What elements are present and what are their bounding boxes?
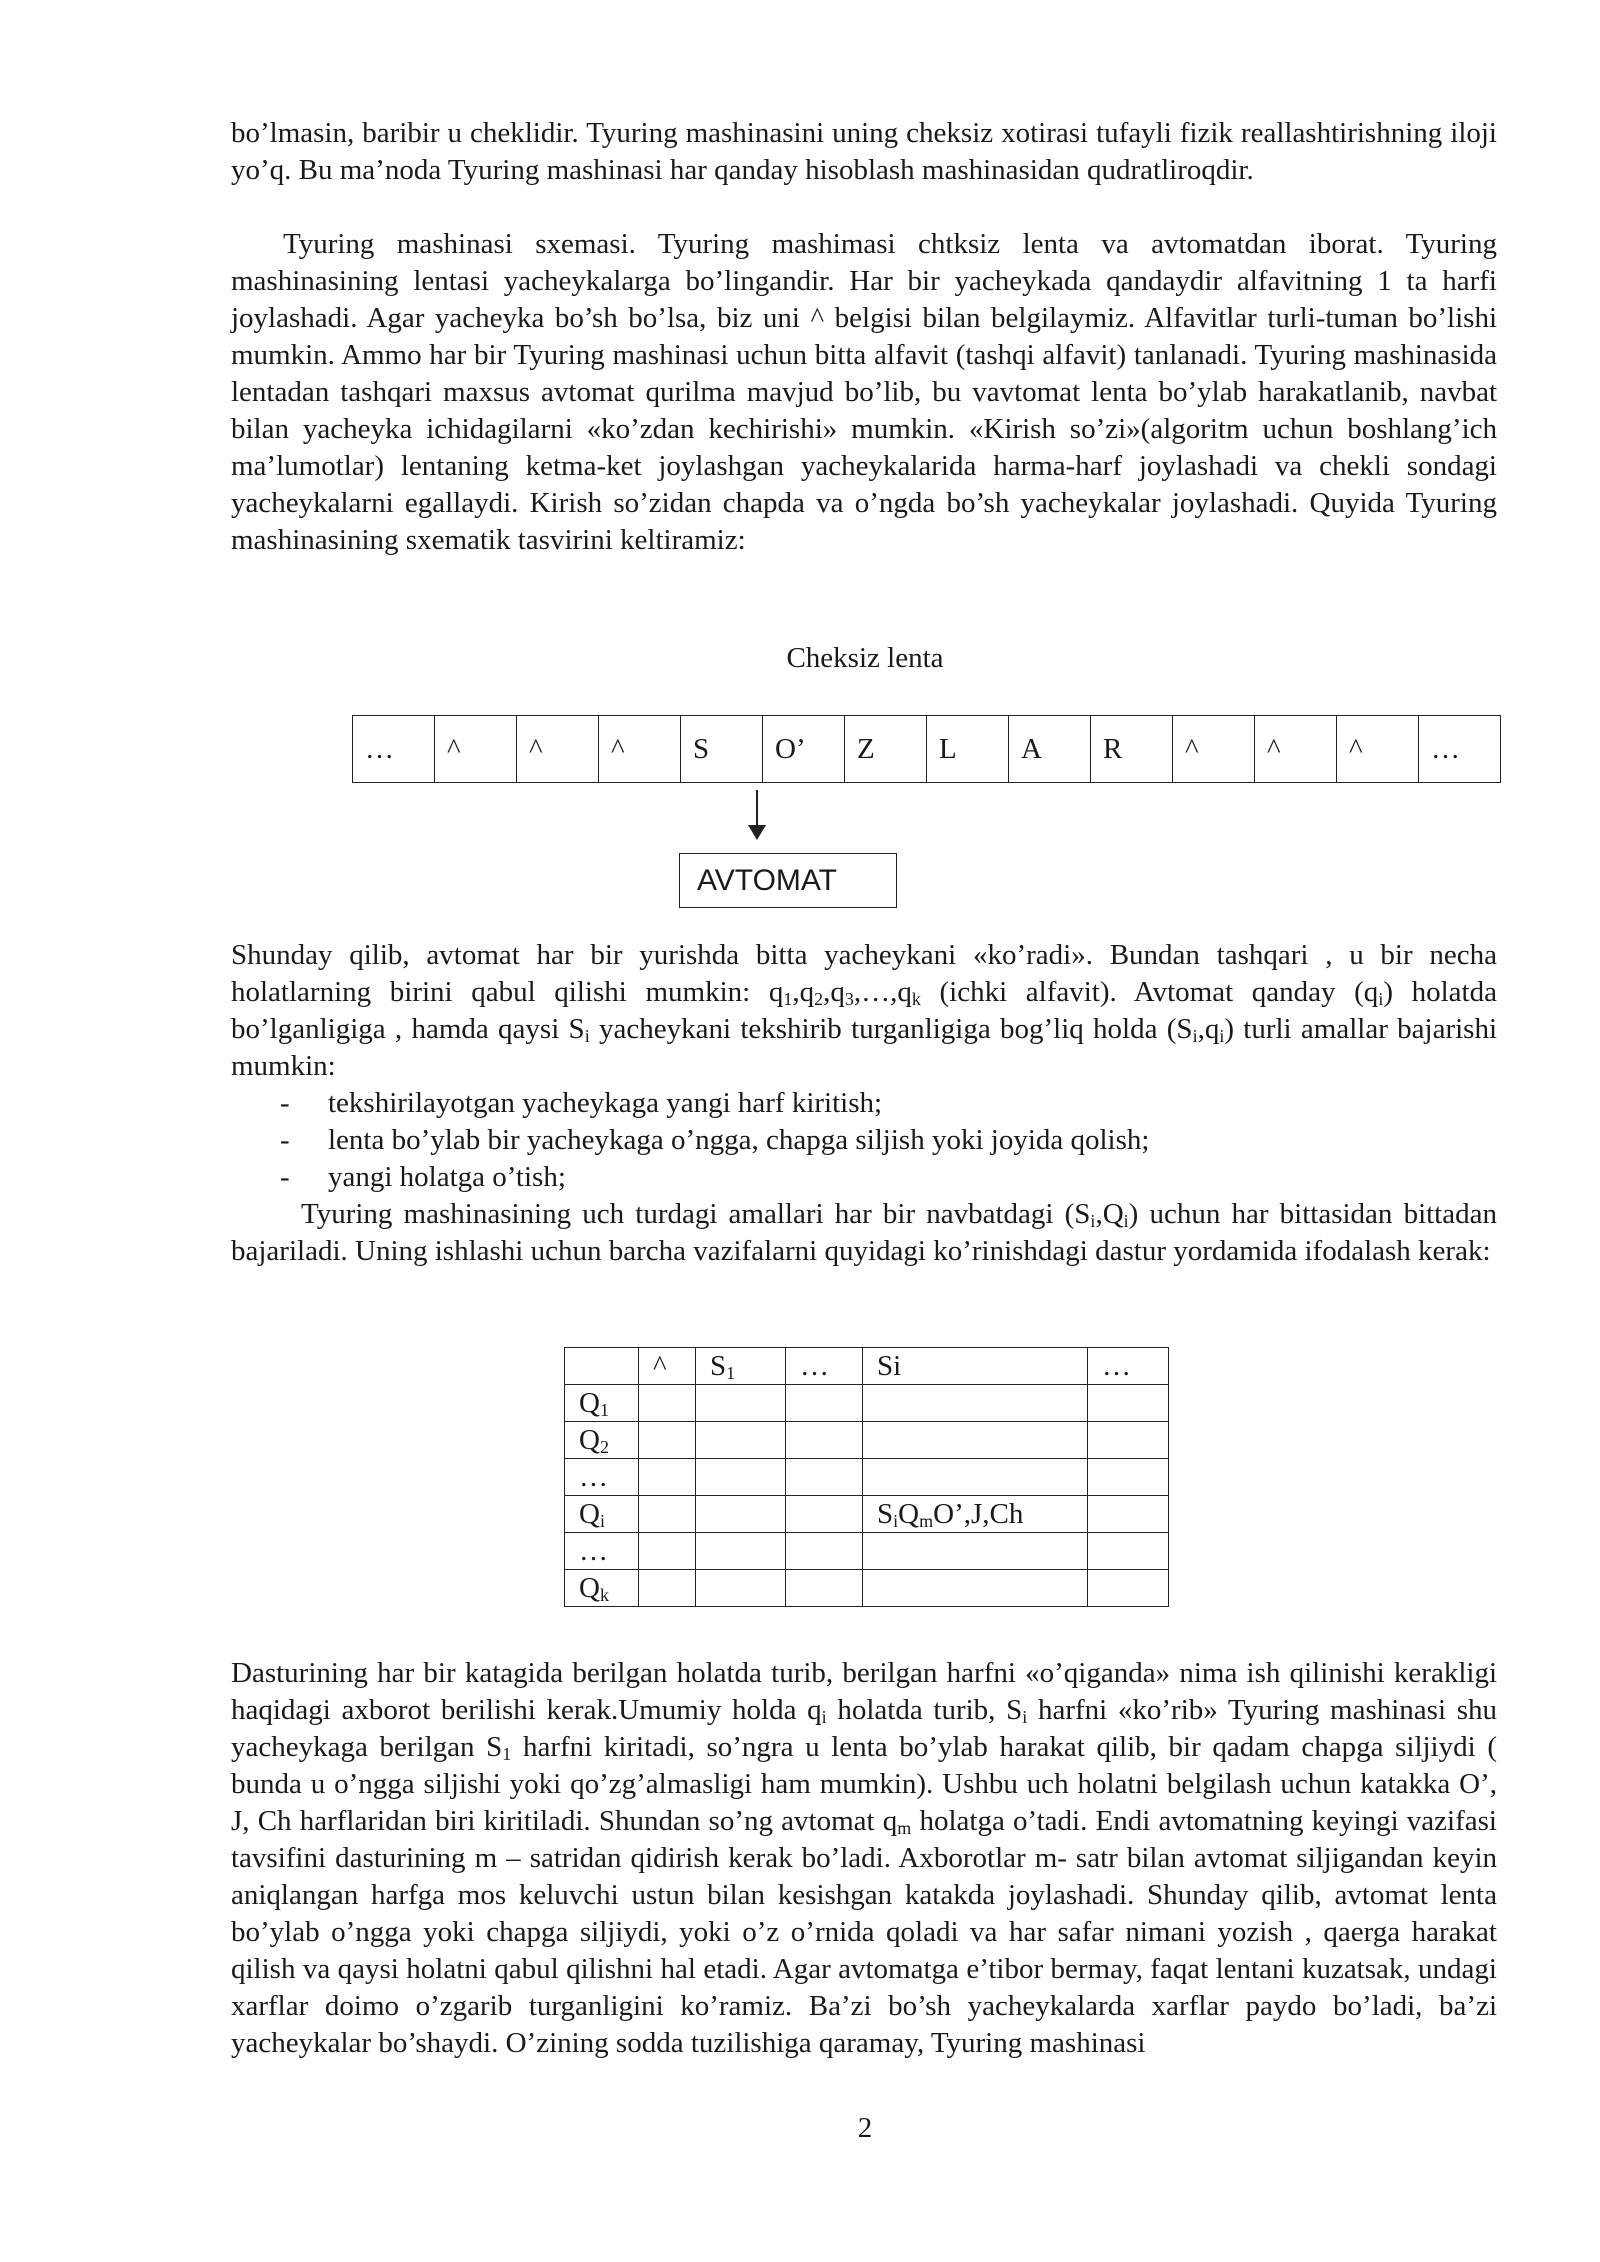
list-item: - lenta bo’ylab bir yacheykaga o’ngga, chapga siljish yoki joyida qolish; — [280, 1124, 1150, 1156]
paragraph-scheme: Tyuring mashinasi sxemasi. Tyuring mashimasi chtksiz lenta va avtomatdan iborat. Tyuring mashinasining lentasi yacheykalarga bo’lingandir. Har bir yacheykada qandaydir alfavitning 1 ta harfi joylashadi. Agar yacheyka bo’sh bo’lsa, biz uni ^ belgisi bilan belgilaymiz. Alfavitlar turli-tuman bo’lishi mumkin. Ammo har bir Tyuring mashinasi uchun bitta alfavit (tashqi alfavit) tanlanadi. Tyuring mashinasida lentadan tashqari maxsus avtomat qurilma mavjud bo’lib, bu vavtomat lenta bo’ylab harakatlanib, navbat bilan yacheyka ichidagilarni «ko’zdan kechirishi» mumkin. «Kirish so’zi»(algoritm uchun boshlang’ich ma’lumotlar) lentaning ketma-ket joylashgan yacheykalarida harma-harf joylashadi va chekli sondagi yacheykalarni egallaydi. Kirish so’zidan chapda va o’ngda bo’sh yacheykalar joylashadi. Quyida Tyuring mashinasining sxematik tasvirini keltiramiz: — [231, 228, 1497, 556]
tape-caption: Cheksiz lenta — [786, 642, 944, 674]
tape-cell: O’ — [763, 716, 845, 783]
tape-cell: … — [1419, 716, 1501, 783]
list-item: - tekshirilayotgan yacheykaga yangi harf kiritish; — [280, 1087, 883, 1119]
table-cell-qi-si: $S_iQ_mO’,J,Ch$ — [863, 1496, 1088, 1533]
tape-cell: R — [1091, 716, 1173, 783]
table-row: $Q_2$ — [565, 1422, 1169, 1459]
tape-cell: ^ — [435, 716, 517, 783]
tape-cell: … — [353, 716, 435, 783]
table-row: ^ $S_1$ … Si … — [565, 1348, 1169, 1385]
paragraph-program: Dasturining har bir katagida berilgan holatda turib, berilgan harfni «o’qiganda» nima ish qilinishi kerakligi haqidagi axborot berilishi kerak.Umumiy holda $q_i$ holatda turib, $S_i$ harfni «ko’rib» Tyuring mashinasi shu yacheykaga berilgan $S_1$ harfni kiritadi, so’ngra u lenta bo’ylab harakat qilib, bir qadam chapga siljiydi ( bunda u o’ngga siljishi yoki qo’zg’almasligi ham mumkin). Ushbu uch holatni belgilash uchun katakka O’, J, Ch harflaridan biri kiritiladi. Shundan so’ng avtomat $q_m$ holatga o’tadi. Endi avtomatning keyingi vazifasi tavsifini dasturining m – satridan qidirish kerak bo’ladi. Axborotlar m- satr bilan avtomat siljigandan keyin aniqlangan harfga mos keluvchi ustun bilan kesishgan katakda joylashadi. Shunday qilib, avtomat lenta bo’ylab o’ngga yoki chapga siljiydi, yoki o’z o’rnida qoladi va har safar nimani yozish , qaerga harakat qilish va qaysi holatni qabul qilishni hal etadi. Agar avtomatga e’tibor bermay, faqat lentani kuzatsak, undagi xarflar doimo o’zgarib turganligini ko’ramiz. Ba’zi bo’sh yacheykalarda xarflar paydo bo’ladi, ba’zi yacheykalar bo’shaydi. O’zining sodda tuzilishiga qaramay, Tyuring mashinasi — [231, 1657, 1497, 2059]
automat-box: AVTOMAT — [679, 853, 897, 908]
tape-cell: ^ — [599, 716, 681, 783]
arrow-head-icon — [748, 825, 766, 840]
tape-cell: A — [1009, 716, 1091, 783]
arrow-down-icon — [756, 790, 758, 826]
tape-cell: ^ — [517, 716, 599, 783]
paragraph-operations: Tyuring mashinasining uch turdagi amallari har bir navbatdagi $(S_i,Q_i)$ uchun har bittasidan bittadan bajariladi. Uning ishlashi uchun barcha vazifalarni quyidagi ko’rinishdagi dastur yordamida ifodalash kerak: — [231, 1198, 1497, 1267]
table-row: … — [565, 1459, 1169, 1496]
table-row: $Q_k$ — [565, 1570, 1169, 1607]
page-number: 2 — [857, 2112, 873, 2144]
table-row: $Q_1$ — [565, 1385, 1169, 1422]
tape-cell: L — [927, 716, 1009, 783]
tape-cell: ^ — [1337, 716, 1419, 783]
paragraph-intro: bo’lmasin, baribir u cheklidir. Tyuring mashinasini uning cheksiz xotirasi tufayli fizik reallashtirishning iloji yo’q. Bu ma’noda Tyuring mashinasi har qanday hisoblash mashinasidan qudratliroqdir. — [231, 117, 1497, 186]
program-table — [564, 1347, 1169, 1607]
tape-cell: ^ — [1173, 716, 1255, 783]
table-row: … — [565, 1533, 1169, 1570]
tape-cell: ^ — [1255, 716, 1337, 783]
tape-cell: Z — [845, 716, 927, 783]
paragraph-automat: Shunday qilib, avtomat har bir yurishda bitta yacheykani «ko’radi». Bundan tashqari , u bir necha holatlarning birini qabul qilishi mumkin: $q_1,q_2,q_3,\dots,q_k$ (ichki alfavit). Avtomat qanday $(q_i)$ holatda bo’lganligiga , hamda qaysi $S_i$ yacheykani tekshirib turganligiga bog’liq holda $(S_i,q_i)$ turli amallar bajarishi mumkin: — [231, 939, 1497, 1082]
table-row: $Q_i$ $S_iQ_mO’,J,Ch$ — [565, 1496, 1169, 1533]
infinite-tape — [352, 715, 1501, 783]
list-item: - yangi holatga o’tish; — [280, 1161, 566, 1193]
actions-list — [280, 1085, 1149, 1196]
tape-cell: S — [681, 716, 763, 783]
